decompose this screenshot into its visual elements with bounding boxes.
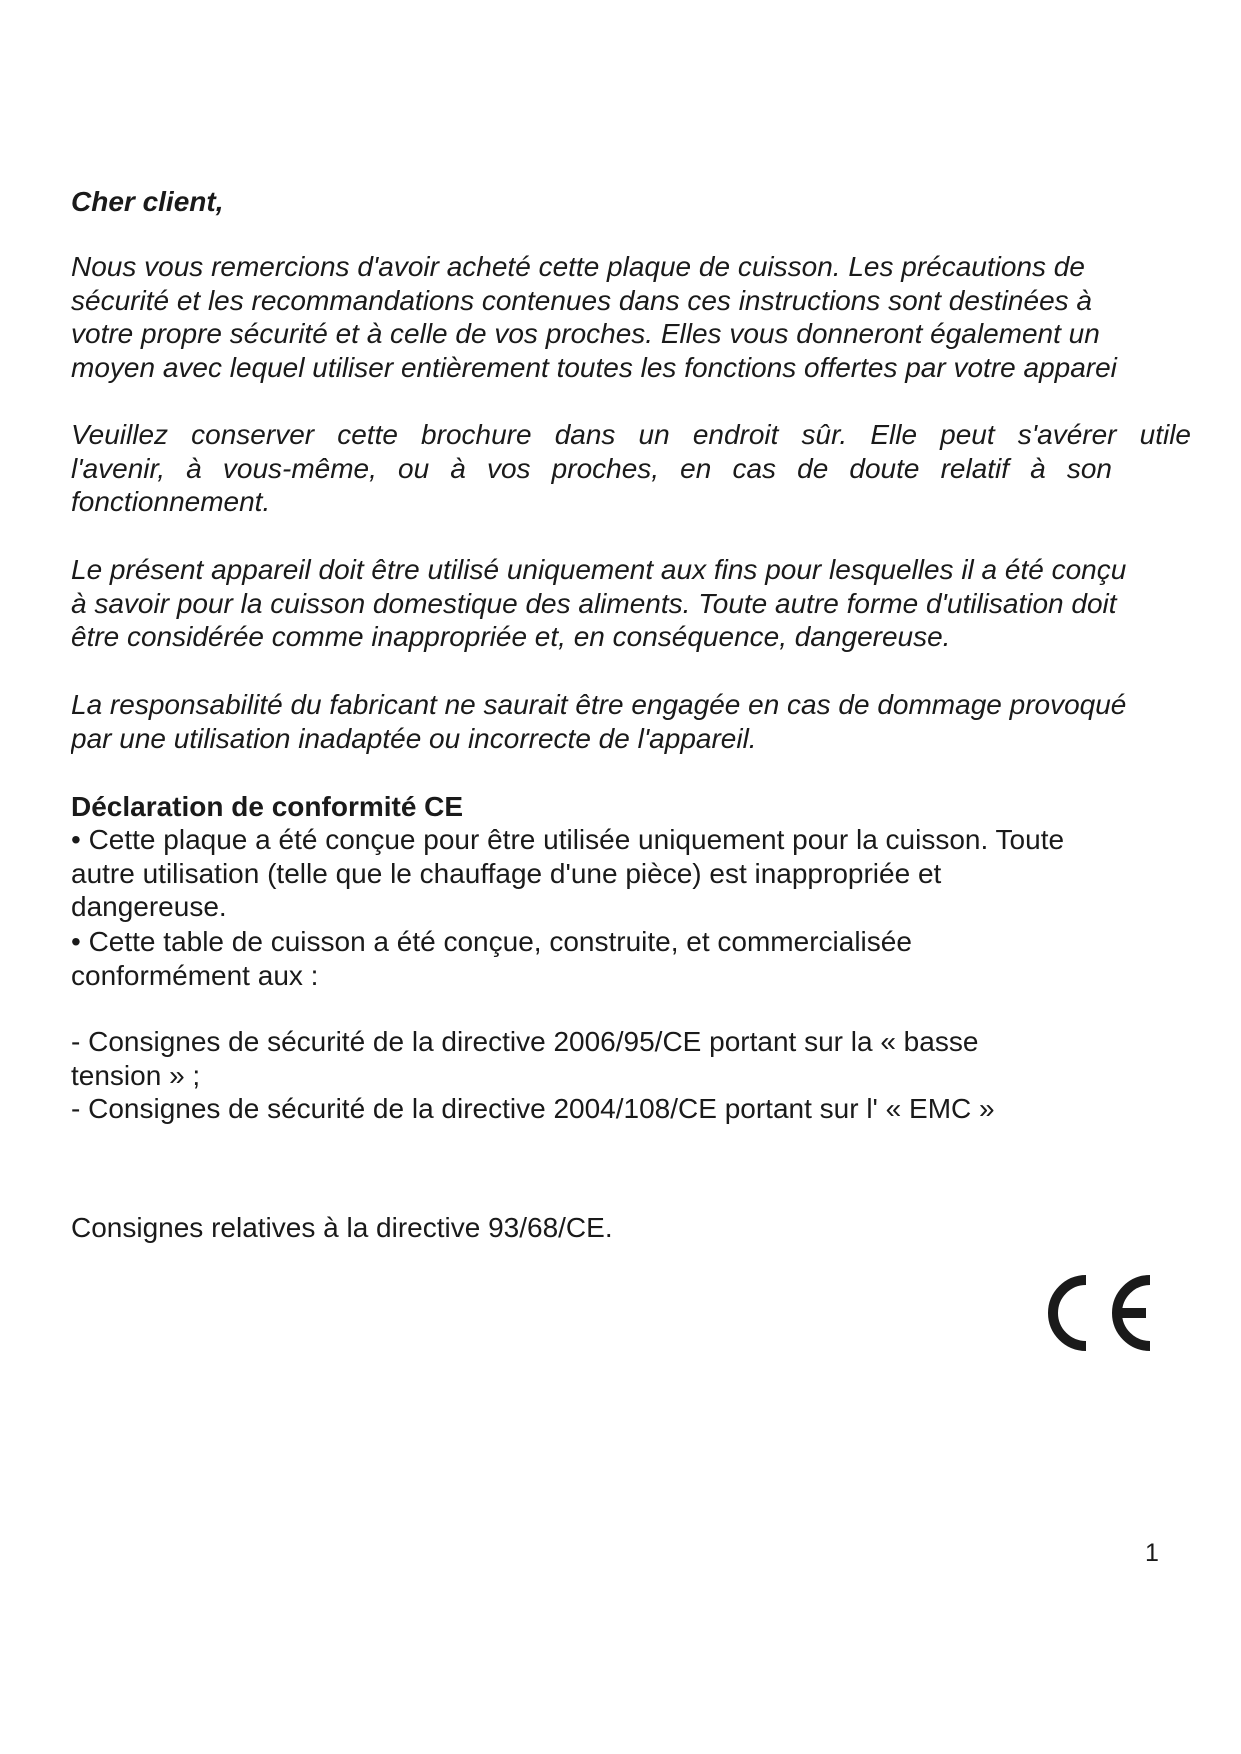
bullet-line: dangereuse. (71, 891, 227, 922)
paragraph-line: votre propre sécurité et à celle de vos proches. Elles vous donneront également un (71, 318, 1100, 349)
paragraph-line: être considérée comme inappropriée et, en conséquence, dangereuse. (71, 621, 951, 652)
directive-line: tension » ; (71, 1059, 201, 1091)
declaration-bullet-conformity (71, 925, 1201, 992)
directives-list (71, 1025, 1201, 1126)
declaration-bullet-use (71, 823, 1201, 924)
ce-mark-icon (1038, 1268, 1160, 1358)
paragraph-intended-use (71, 553, 1201, 654)
directive-93-68 (71, 1211, 1201, 1245)
paragraph-line: Veuillez conserver cette brochure dans un endroit sûr. Elle peut s'avérer utile (71, 419, 1191, 450)
bullet-line: • Cette table de cuisson a été conçue, construite, et commercialisée (71, 926, 912, 957)
directive-93-text: Consignes relatives à la directive 93/68/CE. (71, 1212, 613, 1243)
paragraph-thanks (71, 250, 1201, 384)
greeting (71, 185, 1201, 219)
directive-line: - Consignes de sécurité de la directive 2006/95/CE portant sur la « basse (71, 1026, 979, 1057)
page-number: 1 (1145, 1539, 1159, 1567)
paragraph-line: par une utilisation inadaptée ou incorrecte de l'appareil. (71, 722, 757, 754)
paragraph-line: fonctionnement. (71, 486, 271, 517)
declaration-title: Déclaration de conformité CE (71, 791, 464, 822)
paragraph-line: à savoir pour la cuisson domestique des aliments. Toute autre forme d'utilisation doit (71, 587, 1117, 619)
paragraph-keep-brochure (71, 418, 1191, 519)
paragraph-liability (71, 688, 1201, 755)
directive-line: - Consignes de sécurité de la directive 2004/108/CE portant sur l' « EMC » (71, 1093, 995, 1124)
greeting-text: Cher client, (71, 186, 224, 217)
paragraph-line: l'avenir, à vous-même, ou à vos proches, en cas de doute relatif à son (71, 452, 1112, 484)
paragraph-line: moyen avec lequel utiliser entièrement toutes les fonctions offertes par votre apparei (71, 351, 1117, 383)
bullet-line: conformément aux : (71, 959, 319, 991)
paragraph-line: sécurité et les recommandations contenues dans ces instructions sont destinées à (71, 284, 1093, 316)
bullet-line: • Cette plaque a été conçue pour être utilisée uniquement pour la cuisson. Toute (71, 824, 1065, 855)
bullet-line: autre utilisation (telle que le chauffage d'une pièce) est inappropriée et (71, 857, 942, 889)
paragraph-line: Nous vous remercions d'avoir acheté cette plaque de cuisson. Les précautions de (71, 251, 1085, 282)
paragraph-line: Le présent appareil doit être utilisé uniquement aux fins pour lesquelles il a été conçu (71, 554, 1127, 585)
paragraph-line: La responsabilité du fabricant ne saurait être engagée en cas de dommage provoqué (71, 689, 1127, 720)
